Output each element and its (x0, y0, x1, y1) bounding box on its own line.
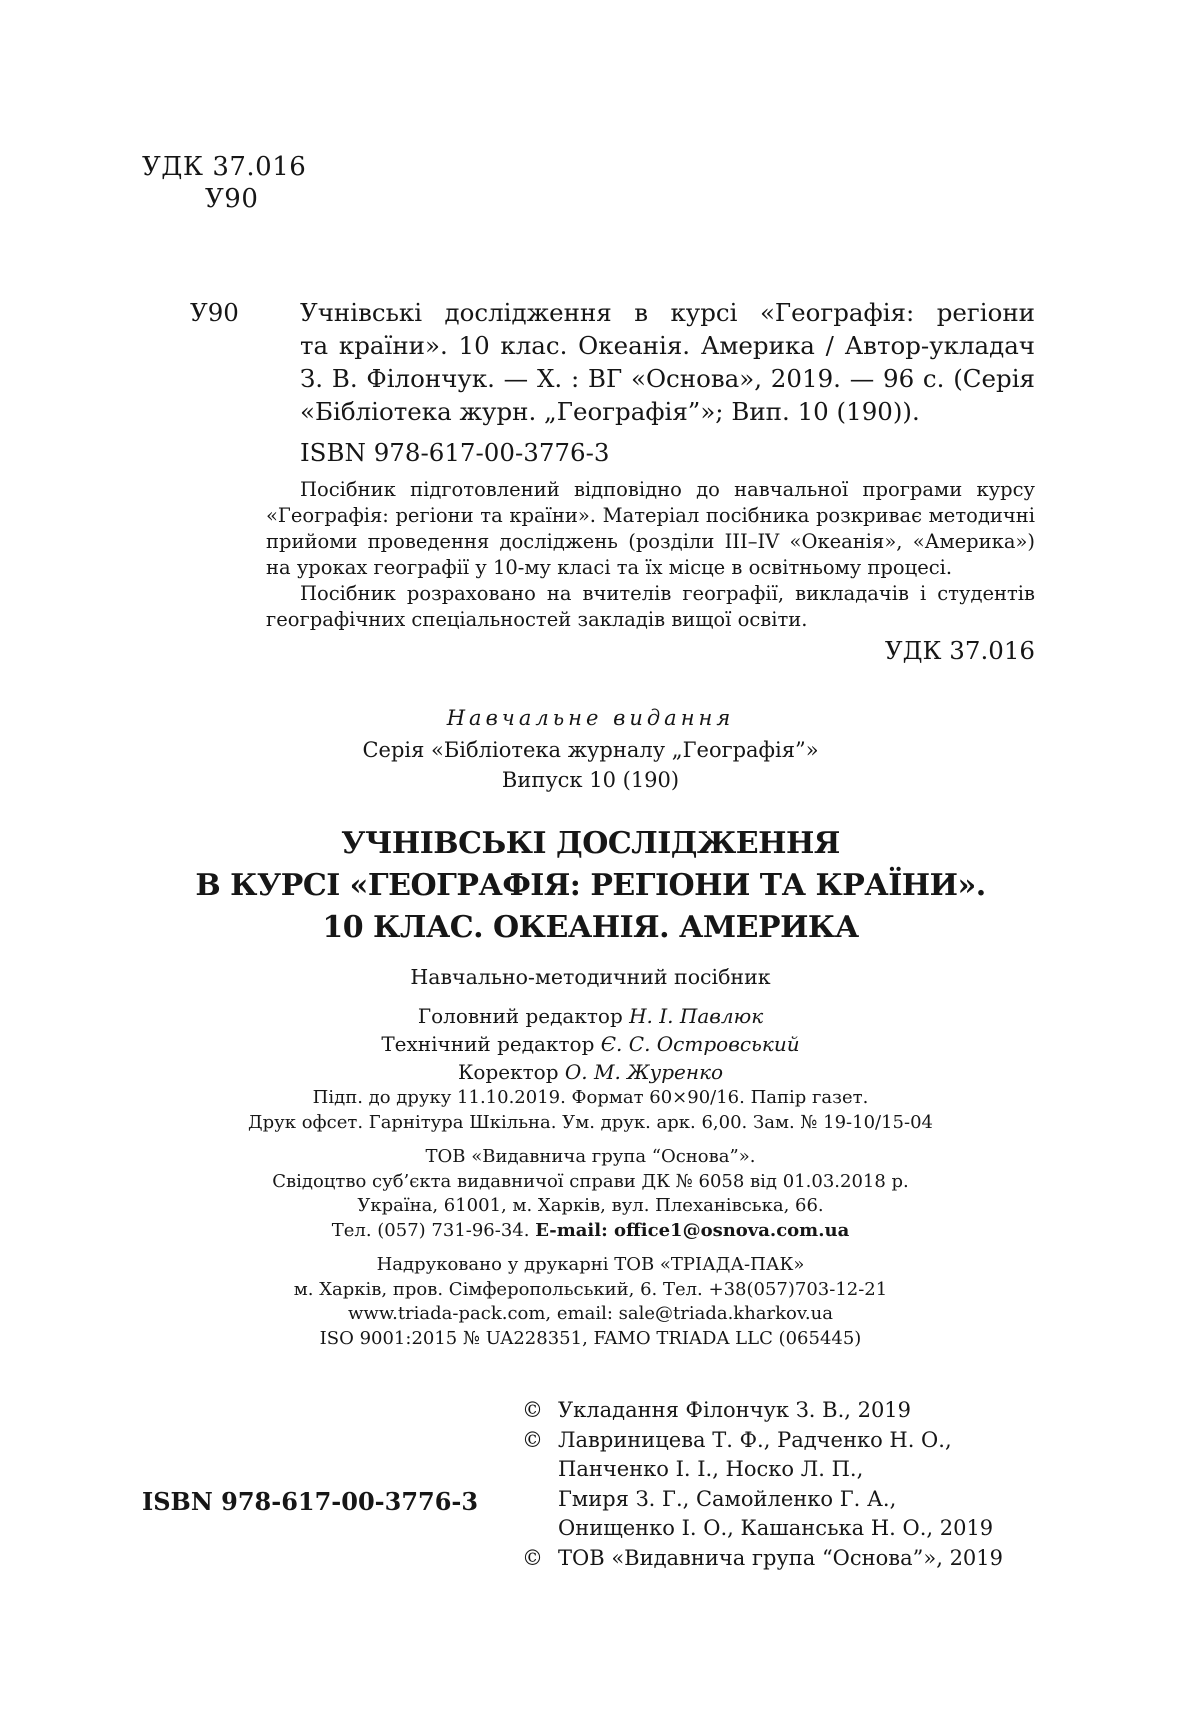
copyright-continuation: Гмиря З. Г., Самойленко Г. А., (558, 1486, 897, 1511)
title-line: В КУРСІ «ГЕОГРАФІЯ: РЕГІОНИ ТА КРАЇНИ». (195, 868, 986, 903)
record-line: та країни». 10 клас. Океанія. Америка / Автор-укладач (300, 331, 1035, 360)
record-code: У90 (190, 298, 239, 327)
publisher-email: E-mail: office1@osnova.com.ua (535, 1219, 850, 1241)
print-info-line: Підп. до друку 11.10.2019. Формат 60×90/16. Папір газет. (312, 1087, 869, 1108)
copyright-symbol: © (522, 1545, 543, 1570)
issue-number: Випуск 10 (190) (501, 768, 680, 792)
copyright-block (522, 1396, 1003, 1573)
book-title (0, 823, 1181, 949)
printer-line: www.triada-pack.com, email: sale@triada.kharkov.ua (348, 1303, 833, 1324)
publisher-contacts: Тел. (057) 731-96-34. E-mail: office1@osnova.com.ua (331, 1219, 850, 1241)
printer-line: Надруковано у друкарні ТОВ «ТРІАДА-ПАК» (376, 1254, 805, 1275)
udk-code: УДК 37.016 (142, 152, 307, 182)
annotation-paragraph: Посібник розраховано на вчителів географії, викладачів і студентів географічних спеціальностей закладів вищої освіти. (266, 582, 1035, 631)
record-line: Учнівські дослідження в курсі «Географія: регіони (300, 298, 1035, 327)
publisher-name: ТОВ «Видавнича група “Основа”». (425, 1146, 756, 1167)
title-line: 10 КЛАС. ОКЕАНІЯ. АМЕРИКА (322, 910, 859, 945)
annotation-paragraph: Посібник підготовлений відповідно до навчальної програми курсу «Географія: регіони та країни». Матеріал посібника розкриває методичні прийоми проведення досліджень (розділи III–IV «Океанія», «Америка») на уроках географії у 10-му класі та їх місце в освітньому процесі. (266, 478, 1035, 579)
copyright-entry: © Укладання Філончук З. В., 2019 (522, 1396, 1003, 1426)
staff-name: Н. І. Павлюк (629, 1004, 764, 1028)
imprint (0, 1086, 1181, 1351)
copyright-continuation: Панченко І. І., Носко Л. П., (558, 1457, 864, 1481)
copyright-symbol: © (522, 1398, 543, 1422)
staff-name: О. М. Журенко (564, 1060, 724, 1084)
printer-line: м. Харків, пров. Сімферопольський, 6. Тел. +38(057)703-12-21 (293, 1278, 888, 1300)
printer-line: ISO 9001:2015 № UA228351, FAMO TRIADA LLC (065445) (319, 1327, 862, 1349)
record-description (300, 296, 1035, 428)
copyright-entry: © ТОВ «Видавнича група “Основа”», 2019 (522, 1544, 1003, 1574)
series-name: Серія «Бібліотека журналу „Географія”» (362, 738, 819, 762)
author-mark: У90 (205, 184, 259, 214)
annotation (266, 477, 1035, 633)
book-subtitle: Навчально-методичний посібник (410, 965, 771, 989)
title-line: УЧНІВСЬКІ ДОСЛІДЖЕННЯ (341, 826, 840, 861)
copyright-symbol: © (522, 1427, 543, 1452)
record-line: З. В. Філончук. — Х. : ВГ «Основа», 2019. — 96 с. (Серія (300, 364, 1035, 393)
editorial-staff (0, 1002, 1181, 1086)
isbn-bottom: ISBN 978-617-00-3776-3 (142, 1487, 479, 1516)
print-info-line: Друк офсет. Гарнітура Шкільна. Ум. друк. арк. 6,00. Зам. № 19-10/15-04 (248, 1111, 933, 1133)
publisher-certificate: Свідоцтво суб’єкта видавничої справи ДК № 6058 від 01.03.2018 р. (272, 1170, 909, 1192)
staff-line: Технічний редактор Є. С. Островський (381, 1032, 800, 1056)
copyright-entry: © Лавриницева Т. Ф., Радченко Н. О., (522, 1426, 1003, 1456)
record-isbn: ISBN 978-617-00-3776-3 (300, 438, 610, 467)
publisher-address: Україна, 61001, м. Харків, вул. Плеханівська, 66. (357, 1195, 824, 1216)
staff-name: Є. С. Островський (600, 1032, 800, 1056)
record-line: «Бібліотека журн. „Географія”»; Вип. 10 (190)). (300, 397, 920, 426)
copyright-continuation: Онищенко І. О., Кашанська Н. О., 2019 (558, 1516, 994, 1540)
staff-line: Коректор О. М. Журенко (457, 1060, 724, 1084)
udk-right: УДК 37.016 (884, 636, 1035, 665)
edition-type: Навчальне видання (446, 706, 735, 730)
staff-line: Головний редактор Н. І. Павлюк (417, 1004, 764, 1028)
